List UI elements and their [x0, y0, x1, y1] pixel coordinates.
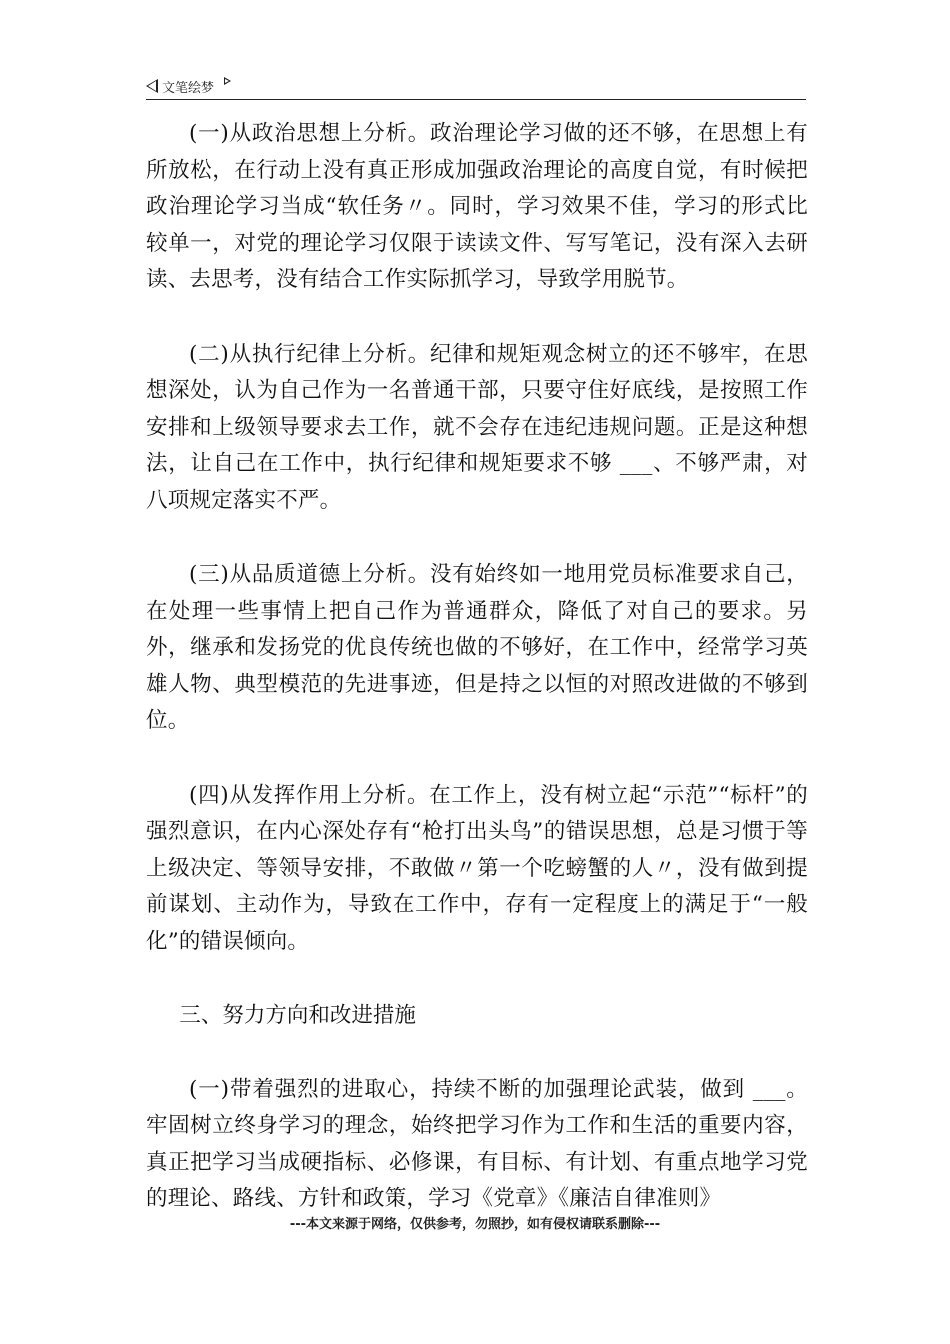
page-footer: ---本文来源于网络，仅供参考，勿照抄，如有侵权请联系删除--- — [289, 1217, 661, 1232]
paragraph-4: (四)从发挥作用上分析。在工作上，没有树立起“示范”“标杆”的强烈意识，在内心深处存有“枪打出头鸟”的错误思想，总是习惯于等上级决定、等领导安排，不敢做〃第一个吃螃蟹的人〃，没有做到提前谋划、主动作为，导致在工作中，存有一定程度上的满足于“一般化”的错误倾向。 — [146, 782, 808, 954]
section-heading: 三、努力方向和改进措施 — [179, 1003, 416, 1028]
paragraph-1: (一)从政治思想上分析。政治理论学习做的还不够，在思想上有所放松，在行动上没有真正形成加强政治理论的高度自觉，有时候把政治理论学习当成“软任务〃。同时，学习效果不佳，学习的形式比较单一，对党的理论学习仅限于读读文件、写写笔记，没有深入去研读、去思考，没有结合工作实际抓学习，导致学用脱节。 — [146, 121, 808, 292]
header-title: 文笔绘梦 — [162, 80, 215, 96]
triangle-right-icon — [224, 77, 231, 85]
paragraph-3: (三)从品质道德上分析。没有始终如一地用党员标准要求自己，在处理一些事情上把自己作为普通群众，降低了对自己的要求。另外，继承和发扬党的优良传统也做的不够好，在工作中，经常学习英雄人物、典型模范的先进事迹，但是持之以恒的对照改进做的不够到位。 — [146, 562, 808, 733]
page-header — [146, 73, 806, 100]
document-body — [146, 116, 808, 1256]
triangle-left-icon — [146, 79, 158, 93]
paragraph-5: (一)带着强烈的进取心，持续不断的加强理论武装，做到 ___。牢固树立终身学习的理念，始终把学习作为工作和生活的重要内容，真正把学习当成硬指标、必修课，有目标、有计划、有重点地学习党的理论、路线、方针和政策，学习《党章》《廉洁自律准则》 — [146, 1076, 808, 1211]
paragraph-2: (二)从执行纪律上分析。纪律和规矩观念树立的还不够牢，在思想深处，认为自己作为一名普通干部，只要守住好底线，是按照工作安排和上级领导要求去工作，就不会存在违纪违规问题。正是这种想法，让自己在工作中，执行纪律和规矩要求不够 ___、不够严肃，对八项规定落实不严。 — [146, 341, 808, 513]
